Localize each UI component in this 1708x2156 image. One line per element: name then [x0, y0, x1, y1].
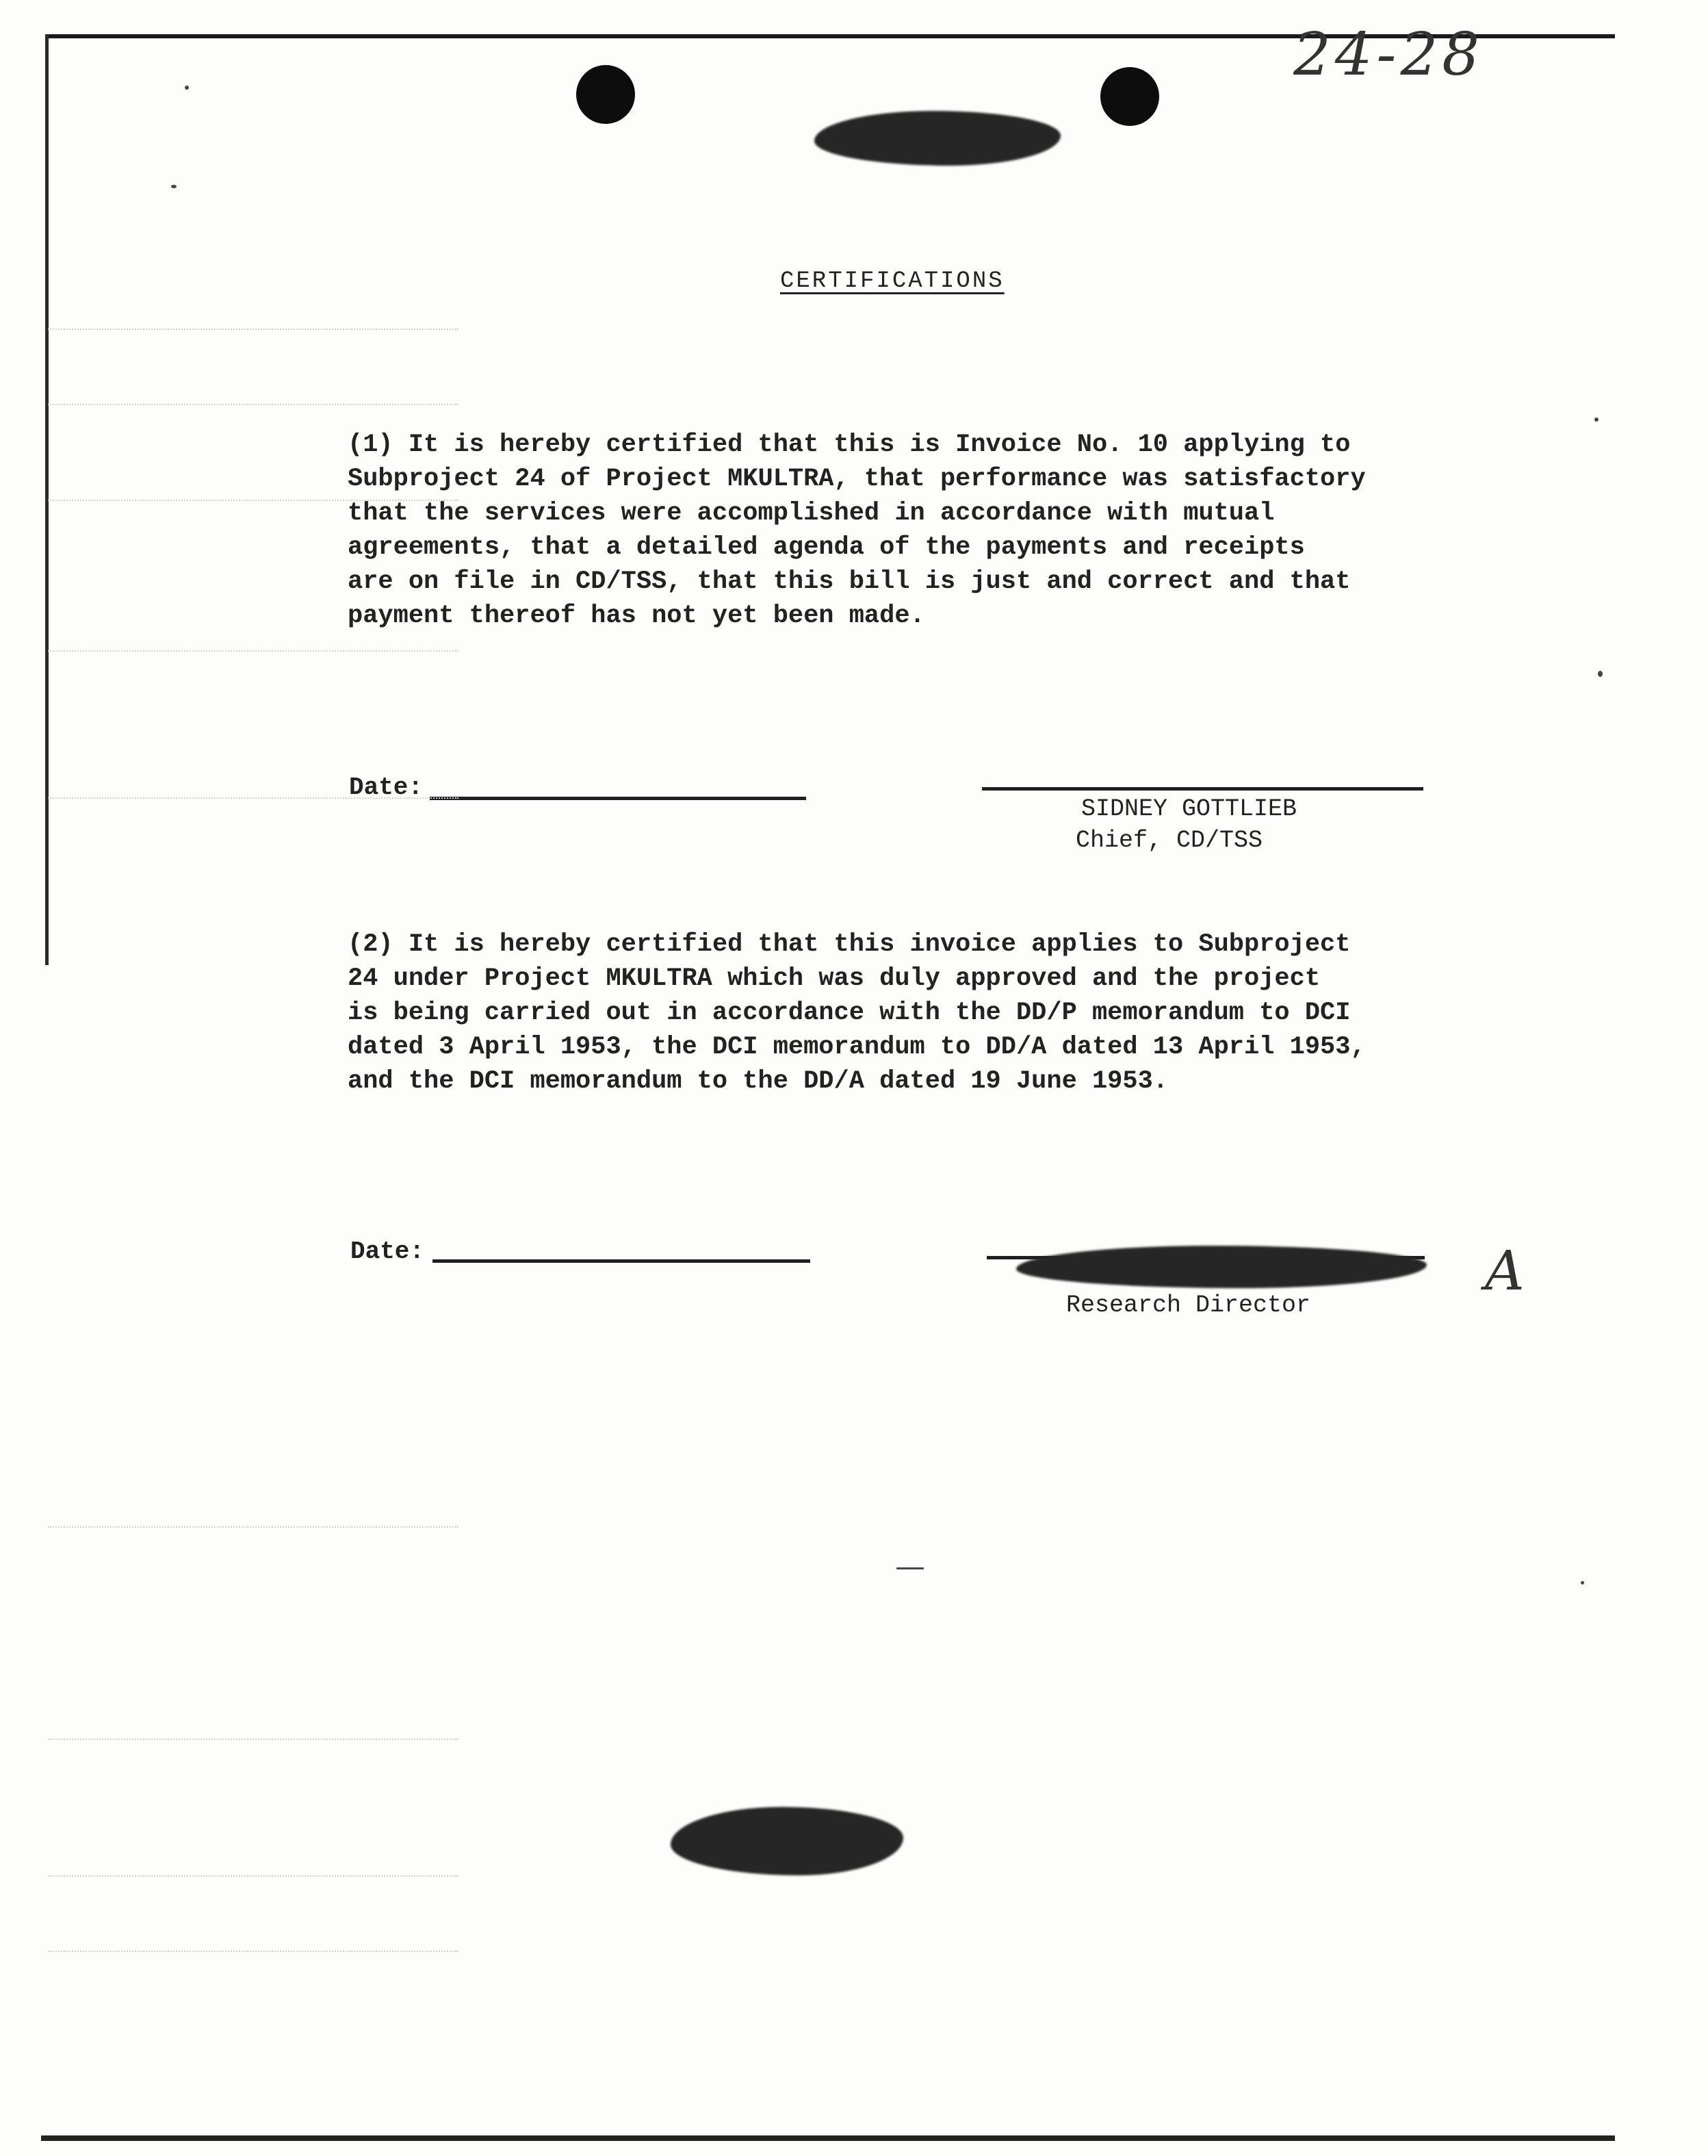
scan-speck: [1598, 671, 1603, 677]
handwritten-file-number: 24-28: [1293, 21, 1484, 89]
scan-artifact-line: [48, 1738, 458, 1740]
date-label-1: Date:: [349, 773, 424, 801]
scan-speck: [171, 185, 177, 188]
page-title: CERTIFICATIONS: [780, 268, 1005, 294]
scan-speck: [1594, 418, 1599, 422]
certification-paragraph-1: (1) It is hereby certified that this is Invoice No. 10 applying to Subproject 24 of Project MKULTRA, that performance was satisfactory that the services were accomplished in accordance with mutual agreements, that a detailed agenda of the payments and receipts are on file in CD/TSS, that this bill is just and correct and that payment thereof has not yet been made.: [348, 431, 1366, 630]
signer-title-2: Research Director: [1066, 1292, 1311, 1319]
scan-artifact-line: [48, 1875, 458, 1877]
scan-artifact-line: [48, 500, 458, 501]
scan-artifact-line: [48, 1951, 458, 1952]
punch-hole-right: [1100, 67, 1159, 126]
signer-title-1: Chief, CD/TSS: [1076, 827, 1263, 854]
date-line-1: [430, 797, 806, 800]
redaction-bottom: [671, 1807, 903, 1875]
punch-hole-left: [576, 65, 635, 124]
scan-speck: [896, 1567, 924, 1569]
redaction-signature: [1016, 1246, 1427, 1288]
scan-artifact-line: [48, 650, 458, 652]
scan-artifact-line: [48, 329, 458, 330]
date-label-2: Date:: [350, 1237, 425, 1266]
redaction-top: [814, 111, 1061, 166]
scan-speck: [1581, 1581, 1584, 1584]
date-line-2: [432, 1259, 810, 1263]
signer-name: SIDNEY GOTTLIEB: [1081, 795, 1297, 823]
scan-speck: [185, 86, 189, 90]
signature-line-1: [982, 787, 1423, 791]
certification-paragraph-2: (2) It is hereby certified that this invoice applies to Subproject 24 under Project MKULTRA which was duly approved and the project is being carried out in accordance with the DD/P memorandum to DCI dated 3 April 1953, the DCI memorandum to DD/A dated 13 April 1953, and the DCI memorandum to the DD/A dated 19 June 1953.: [348, 930, 1366, 1096]
scan-artifact-line: [48, 797, 458, 799]
scan-artifact-line: [48, 1526, 458, 1528]
scan-artifact-line: [48, 404, 458, 405]
scan-edge-bottom: [41, 2135, 1615, 2141]
handwritten-initial-mark: A: [1485, 1239, 1525, 1302]
